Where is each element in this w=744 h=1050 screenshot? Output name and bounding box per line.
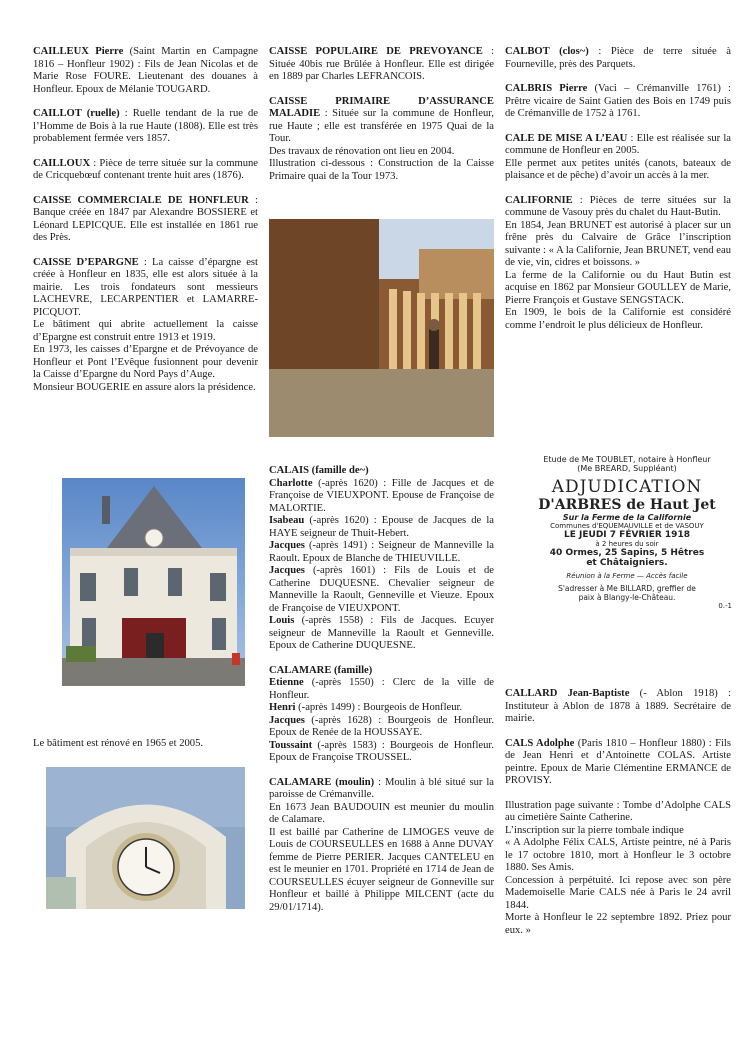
entry-callard: CALLARD Jean-Baptiste (- Ablon 1918) : Instituteur à Ablon de 1878 à 1889. Secrétaire de mairie. — [505, 688, 731, 724]
entry-caisse-commerciale: CAISSE COMMERCIALE DE HONFLEUR : Banque créée en 1847 par Alexandre BOSSIERE et Léonard LEPICQUE. Elle est installée en 1861 rue des Près. — [33, 194, 259, 243]
entry-caillot: CAILLOT (ruelle) : Ruelle tendant de la rue de l’Homme de Bois à la rue Haute (1808). Elle est très probablement fermée vers 1857. — [33, 108, 258, 144]
entry-cals: CALS Adolphe (Paris 1810 – Honfleur 1880) : Fils de Jean Henri et d’Antoinette COLAS. Artiste peintre. Epoux de Marie Clémentine ERMANCE de PROVISY. — [505, 737, 731, 786]
column-2 — [269, 46, 494, 195]
entry-calais: CALAIS (famille de~) Charlotte (-après 1620) : Fille de Jacques et de Françoise de VIEUXPONT. Epouse de Françoise de MALORTIE. Isabeau (-après 1620) : Epouse de Jacques de la HAYE seigneur de Thuit-Hebert. Jacques (-après 1491) : Seigneur de Manneville la Raoult. Epoux de Blanche de THIEUVILLE. Jacques (-après 1601) : Fils de Louis et de Catherine DUQUESNE. Chevalier seigneur de Manneville la Raoult, Genneville et Vieuze. Epoux de Françoise de VIEUXPONT. Louis (-après 1558) : Fils de Jacques. Ecuyer seigneur de Manneville la Raoult et Genneville. Epoux de Catherine DUQUESNE. — [269, 465, 494, 651]
column-2-lower — [269, 465, 494, 926]
caisse-epargne-building-photo — [62, 478, 245, 686]
column-3 — [505, 46, 731, 344]
cals-tomb-note: Illustration page suivante : Tombe d’Adolphe CALS au cimetière Sainte Catherine. L’inscription sur la pierre tombale indique « A Adolphe Félix CALS, Artiste peintre, né à Paris le 17 octobre 1810, mort à Honfleur le 3 octobre 1880. Ses Amis. Concession à perpétuité. Ici repose avec son père Mademoiselle Marie CALS née à Paris le 24 avril 1844. Morte à Honfleur le 22 septembre 1892. Priez pour eux. » — [505, 799, 731, 936]
column-1 — [33, 46, 258, 406]
entry-californie: CALIFORNIE : Pièces de terre situées sur la commune de Vasouy près du chalet du Haut-Butin. En 1854, Jean BRUNET est autorisé à placer sur un frêne près du Calvaire de Grâce l’inscription suivante : « A la Californie, Jean BRUNET, vend eau de vie, vin, cidres et boissons. » La ferme de la Californie ou du Haut Butin est acquise en 1862 par Monsieur GOULLEY de Marie, Pierre François et Gustave SENGSTACK. En 1909, le bois de la Californie est considéré comme l’endroit le plus délicieux de Honfleur. — [505, 194, 731, 331]
entry-calamare-moulin: CALAMARE (moulin) : Moulin à blé situé sur la paroisse de Crémanville. En 1673 Jean BAUDOUIN est meunier du moulin de Calamare. Il est baillé par Catherine de LIMOGES veuve de Louis de COURSEULLES en 1688 à Anne DUVAY femme de Pierre PERIER. Jacques CANTELEU en est le meunier en 1701. Propriété en 1714 de Jean de COURSEULLES écuyer seigneur de Gonneville sur Honfleur et baillé à Philippe MILCENT (acte du 29/01/1714). — [269, 776, 494, 913]
adjudication-notice: Etude de Me TOUBLET, notaire à Honfleur (Me BREARD, Suppléant) ADJUDICATION D'ARBRES de Haut Jet Sur la Ferme de la Californie Communes d'EQUEMAUVILLE et de VASOUY LE JEUDI 7 FÉVRIER 1918 à 2 heures du soir 40 Ormes, 25 Sapins, 5 Hêtres et Châtaigniers. Réunion à la Ferme — Accès facile S'adresser à Me BILLARD, greffier de paix à Blangy-le-Château. 0.-1 — [538, 455, 732, 610]
caisse-epargne-caption: Le bâtiment est rénové en 1965 et 2005. — [33, 738, 204, 749]
entry-cale: CALE DE MISE A L’EAU : Elle est réalisée sur la commune de Honfleur en 2005. Elle permet aux petites unités (canots, bateaux de plaisance et de pêche) d’avoir un accès à la mer. — [505, 132, 731, 181]
entry-cailloux: CAILLOUX : Pièce de terre située sur la commune de Cricquebœuf contenant trente huit ares (1876). — [33, 157, 258, 181]
entry-caisse-populaire: CAISSE POPULAIRE DE PREVOYANCE : Située 40bis rue Brûlée à Honfleur. Elle est dirigée en 1889 par Charles LEFRANCOIS. — [269, 46, 495, 82]
entry-calbris: CALBRIS Pierre (Vaci – Crémanville 1761) : Prêtre vicaire de Saint Gatien des Bois en 1749 puis de Crémanville de 1752 à 1761. — [505, 83, 731, 119]
entry-calbot: CALBOT (clos~) : Pièce de terre située à Fourneville, près des Parquets. — [505, 46, 731, 70]
entry-calamare-famille: CALAMARE (famille) Etienne (-après 1550) : Clerc de la ville de Honfleur. Henri (-après 1499) : Bourgeois de Honfleur. Jacques (-après 1628) : Bourgeois de Honfleur. Epoux de Renée de la HOUSSAYE. Toussaint (-après 1583) : Bourgeois de Honfleur. Epoux de Françoise TROUSSEL. — [269, 664, 494, 763]
column-3-lower — [505, 688, 731, 949]
entry-caisse-primaire: CAISSE PRIMAIRE D’ASSURANCE MALADIE : Située sur la commune de Honfleur, rue Haute ; elle est transférée en 1975 Quai de la Tour. Des travaux de rénovation ont lieu en 2004. Illustration ci-dessous : Construction de la Caisse Primaire quai de la Tour 1973. — [269, 95, 494, 182]
clock-photo — [46, 767, 245, 909]
entry-caisse-epargne: CAISSE D’EPARGNE : La caisse d’épargne est créée à Honfleur en 1835, elle est alors située à la mairie. Les trois fondateurs sont messieurs LACHEVRE, LECARPENTIER et LAMARRE-PICQUOT. Le bâtiment qui abrite actuellement la caisse d’Epargne est construit entre 1913 et 1919. En 1973, les caisses d’Epargne et de Prévoyance de Honfleur et Pont l’Evêque fusionnent pour devenir la Caisse d’Epargne du Nord Pays d’Auge. Monsieur BOUGERIE en assure alors la présidence. — [33, 256, 258, 393]
entry-cailleux: CAILLEUX Pierre (Saint Martin en Campagne 1816 – Honfleur 1902) : Fils de Jean Nicolas et de Marie Rose FOURE. Lieutenant des douanes à Honfleur. Epoux de Mélanie TOUGARD. — [33, 46, 258, 95]
construction-photo — [269, 219, 494, 437]
